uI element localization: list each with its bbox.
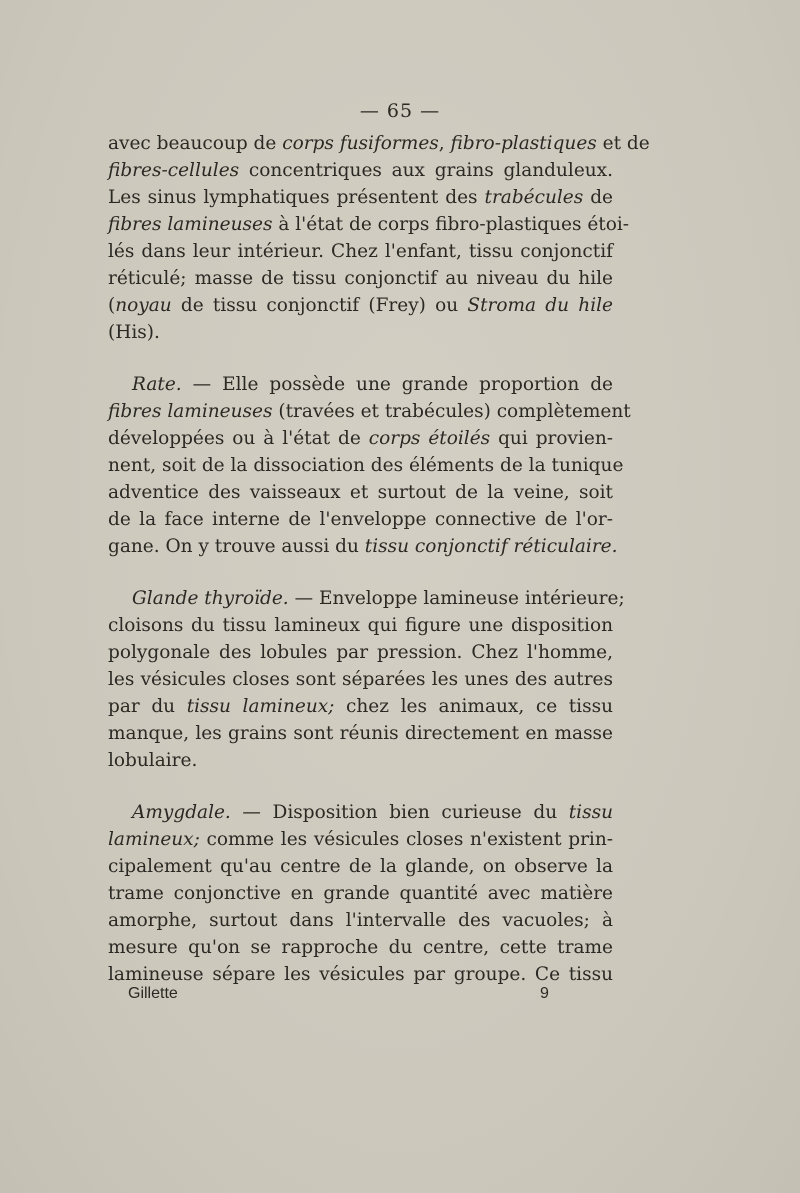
text-line: cipalement qu'au centre de la glande, on observe la bbox=[108, 856, 613, 877]
sheet-number: 9 bbox=[540, 985, 549, 1002]
text-line: par du tissu lamineux; chez les animaux, ce tissu bbox=[108, 696, 613, 717]
body-text bbox=[108, 130, 650, 988]
text-line: fibres lamineuses (travées et trabécules) complètement bbox=[108, 401, 631, 422]
text-line: adventice des vaisseaux et surtout de la veine, soit bbox=[108, 482, 613, 503]
text-line: avec beaucoup de corps fusiformes, fibro-plastiques et de bbox=[108, 133, 650, 154]
text-line: trame conjonctive en grande quantité avec matière bbox=[108, 883, 613, 904]
text-line: mesure qu'on se rapproche du centre, cette trame bbox=[108, 937, 613, 958]
text-line: polygonale des lobules par pression. Chez l'homme, bbox=[108, 642, 613, 663]
text-line: cloisons du tissu lamineux qui figure une disposition bbox=[108, 615, 613, 636]
text-line: fibres lamineuses à l'état de corps fibro-plastiques étoi- bbox=[108, 214, 630, 235]
text-line: (His). bbox=[108, 322, 160, 343]
paragraph-rate-heading-line: Rate. — Elle possède une grande proportion de bbox=[132, 374, 613, 395]
text-line: nent, soit de la dissociation des éléments de la tunique bbox=[108, 455, 624, 476]
signature-name: Gillette bbox=[128, 985, 178, 1002]
paragraph-thyroid-heading-line: Glande thyroïde. — Enveloppe lamineuse intérieure; bbox=[132, 588, 625, 609]
text-line: lobulaire. bbox=[108, 750, 198, 771]
text-line: lés dans leur intérieur. Chez l'enfant, tissu conjonctif bbox=[108, 241, 613, 262]
text-line: lamineux; comme les vésicules closes n'existent prin- bbox=[108, 829, 613, 850]
text-line: de la face interne de l'enveloppe connective de l'or- bbox=[108, 509, 613, 530]
text-line: Les sinus lymphatiques présentent des trabécules de bbox=[108, 187, 613, 208]
text-line: lamineuse sépare les vésicules par groupe. Ce tissu bbox=[108, 964, 613, 985]
paragraph-amygdale-heading-line: Amygdale. — Disposition bien curieuse du tissu bbox=[132, 802, 613, 823]
text-line: (noyau de tissu conjonctif (Frey) ou Stroma du hile bbox=[108, 295, 613, 316]
text-line: amorphe, surtout dans l'intervalle des vacuoles; à bbox=[108, 910, 613, 931]
text-line: fibres-cellules concentriques aux grains glanduleux. bbox=[108, 160, 613, 181]
page-number: — 65 — bbox=[359, 100, 441, 122]
text-line: les vésicules closes sont séparées les unes des autres bbox=[108, 669, 613, 690]
text-line: gane. On y trouve aussi du tissu conjonctif réticulaire. bbox=[108, 536, 618, 557]
text-line: réticulé; masse de tissu conjonctif au niveau du hile bbox=[108, 268, 613, 289]
text-line: développées ou à l'état de corps étoilés qui provien- bbox=[108, 428, 614, 449]
text-line: manque, les grains sont réunis directement en masse bbox=[108, 723, 613, 744]
